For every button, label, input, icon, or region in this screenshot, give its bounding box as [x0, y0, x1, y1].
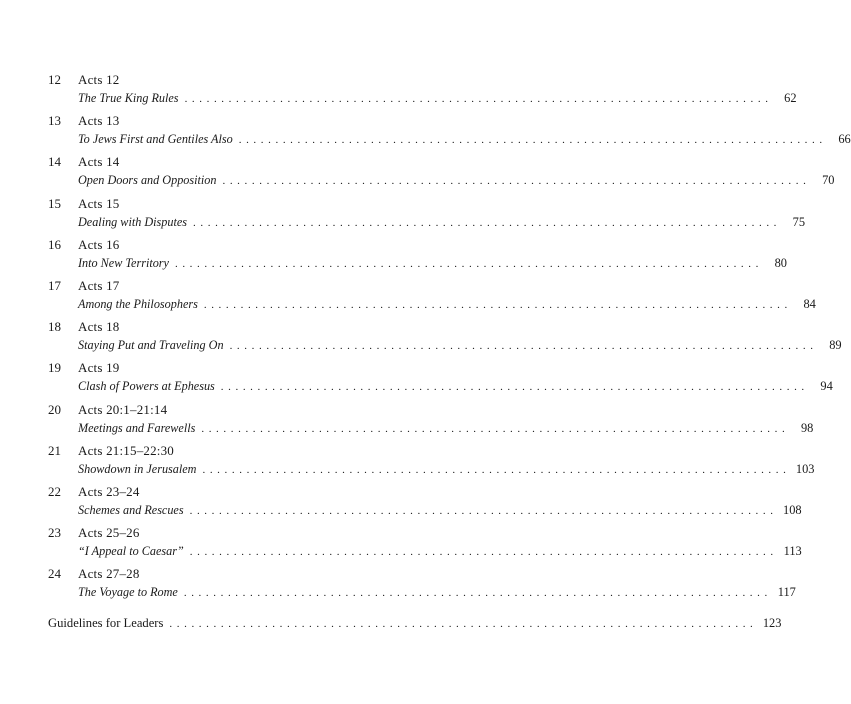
page-number: 117 [777, 585, 796, 600]
title-line [78, 337, 842, 354]
page-number: 70 [822, 173, 835, 188]
page-number: 103 [795, 461, 815, 476]
dot-leader: ................................................................................ [202, 463, 791, 476]
toc-entry [48, 112, 851, 153]
dot-leader: ................................................................................ [193, 216, 782, 229]
toc-entry [48, 442, 815, 483]
page-number: 98 [800, 420, 814, 435]
page-number: 66 [838, 132, 851, 147]
page-number: 89 [829, 338, 842, 353]
chapter-title: Showdown in Jerusalem [78, 461, 197, 476]
page-number: 123 [762, 616, 782, 630]
dot-leader: ................................................................................ [203, 298, 792, 311]
chapter-number: 22 [48, 483, 61, 499]
page-number: 80 [774, 255, 787, 270]
table-of-contents [48, 71, 851, 606]
scripture-reference: Acts 19 [78, 360, 120, 376]
chapter-title: Open Doors and Opposition [78, 173, 217, 188]
chapter-number: 19 [48, 360, 61, 376]
title-line [78, 378, 833, 395]
scripture-reference: Acts 13 [78, 113, 120, 129]
page-number: 113 [783, 544, 802, 559]
title-line [78, 131, 851, 148]
chapter-title: Clash of Powers at Ephesus [78, 379, 215, 394]
scripture-reference: Acts 16 [78, 236, 120, 252]
dot-leader: ................................................................................ [222, 175, 811, 188]
page-number: 84 [803, 296, 816, 311]
chapter-title: To Jews First and Gentiles Also [78, 132, 233, 147]
toc-entry [48, 71, 797, 112]
toc-entry [48, 153, 835, 194]
page-number: 94 [820, 379, 833, 394]
page-number: 108 [783, 502, 802, 517]
chapter-title: Among the Philosophers [78, 296, 198, 311]
dot-leader: ................................................................................ [183, 587, 772, 600]
chapter-title: The Voyage to Rome [78, 585, 178, 600]
dot-leader: ................................................................................ [184, 93, 773, 105]
scripture-reference: Acts 18 [78, 319, 120, 335]
toc-entry [48, 401, 814, 442]
title-line [78, 296, 816, 313]
toc-entry [48, 318, 842, 359]
chapter-number: 16 [48, 236, 61, 252]
scripture-reference: Acts 27–28 [78, 566, 140, 582]
chapter-number: 20 [48, 401, 61, 417]
chapter-title: “I Appeal to Caesar” [78, 544, 184, 559]
title-line [78, 461, 815, 478]
chapter-number: 23 [48, 525, 61, 541]
chapter-title: Into New Territory [78, 255, 169, 270]
page-number: 62 [784, 91, 797, 105]
chapter-number: 24 [48, 566, 61, 582]
dot-leader: ................................................................................ [201, 422, 790, 435]
chapter-title: Dealing with Disputes [78, 214, 188, 229]
toc-entry [48, 359, 833, 400]
scripture-reference: Acts 12 [78, 72, 120, 87]
scripture-reference: Acts 21:15–22:30 [78, 442, 175, 458]
title-line [78, 502, 802, 519]
scripture-reference: Acts 17 [78, 277, 120, 293]
scripture-reference: Acts 14 [78, 154, 120, 170]
toc-entry [48, 236, 787, 277]
title-line [78, 255, 787, 272]
chapter-number: 15 [48, 195, 61, 211]
chapter-title: Meetings and Farewells [78, 420, 196, 435]
chapter-number: 12 [48, 72, 61, 87]
chapter-title: Schemes and Rescues [78, 502, 184, 517]
dot-leader: ................................................................................ [169, 618, 758, 630]
scripture-reference: Acts 20:1–21:14 [78, 401, 168, 417]
chapter-number: 21 [48, 442, 61, 458]
dot-leader: ................................................................................ [220, 381, 809, 394]
guidelines-label: Guidelines for Leaders [48, 616, 164, 630]
dot-leader: ................................................................................ [238, 134, 827, 147]
scripture-reference: Acts 15 [78, 195, 120, 211]
title-line [78, 543, 802, 560]
chapter-title: The True King Rules [78, 91, 179, 105]
toc-entry [48, 524, 802, 565]
title-line [78, 420, 814, 437]
title-line [78, 214, 806, 231]
scripture-reference: Acts 23–24 [78, 483, 140, 499]
chapter-number: 18 [48, 319, 61, 335]
title-line [78, 584, 796, 601]
chapter-title: Staying Put and Traveling On [78, 338, 224, 353]
chapter-number: 17 [48, 277, 61, 293]
dot-leader: ................................................................................ [174, 257, 763, 270]
dot-leader: ................................................................................ [189, 504, 778, 517]
toc-entry [48, 195, 806, 236]
dot-leader: ................................................................................ [229, 340, 818, 353]
title-line [78, 172, 835, 189]
dot-leader: ................................................................................ [189, 546, 778, 559]
guidelines-entry [48, 614, 782, 633]
toc-entry [48, 565, 796, 606]
title-line [78, 90, 797, 107]
chapter-number: 13 [48, 113, 61, 129]
scripture-reference: Acts 25–26 [78, 525, 140, 541]
chapter-number: 14 [48, 154, 61, 170]
toc-entry [48, 483, 802, 524]
page-number: 75 [792, 214, 806, 229]
toc-entry [48, 277, 816, 318]
